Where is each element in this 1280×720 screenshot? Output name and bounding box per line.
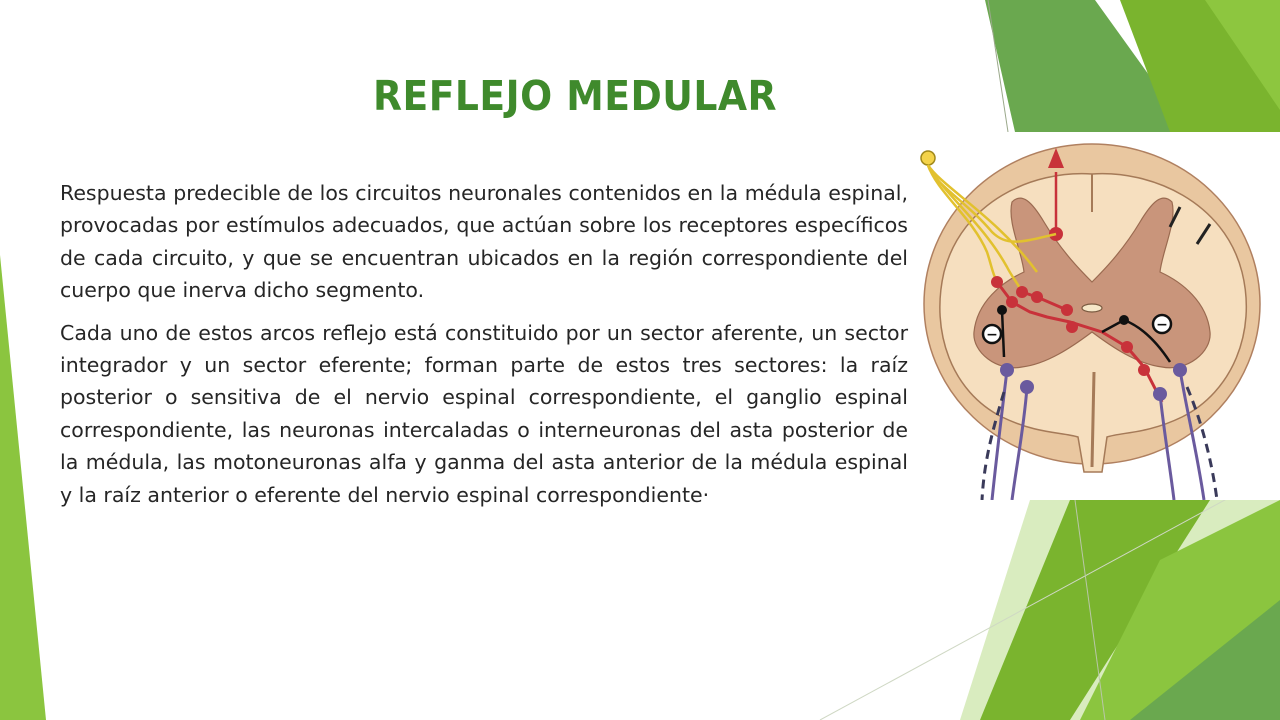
spinal-cord-svg [912,132,1280,500]
paragraph-2: Cada uno de estos arcos reflejo está constituido por un sector aferente, un sector integrador y un sector eferente; forman parte de estos tres sectores: la raíz posterior o sensitiva de el nervio espinal correspondiente, el ganglio espinal correspondiente, las neuronas intercaladas o interneuronas del asta posterior de la médula, las motoneuronas alfa y ganma del asta anterior de la médula espinal y la raíz anterior o eferente del nervio espinal correspondiente· [60,320,908,507]
interneuron-2 [1016,286,1028,298]
interneuron-4 [1006,296,1018,308]
interneuron-1 [991,276,1003,288]
interneuron-7 [1121,341,1133,353]
body-text [60,177,908,511]
interneuron-5 [1061,304,1073,316]
receptor-icon [921,151,935,165]
central-canal [1082,304,1102,312]
paragraph-1: Respuesta predecible de los circuitos neuronales contenidos en la médula espinal, provocadas por estímulos adecuados, que actúan sobre los receptores específicos de cada circuito, y que se encuentran ubicados en la región correspondiente del cuerpo que inerva dicho segmento. [60,181,908,303]
left-accent-shape [0,255,46,720]
interneuron-3 [1031,291,1043,303]
slide-title: REFLEJO MEDULAR [372,72,778,120]
anterior-fissure [1092,372,1094,467]
spinal-cord-figure [912,132,1280,500]
inhibitory-sign-right: − [1156,317,1168,333]
interneuron-8 [1138,364,1150,376]
interneuron-6 [1066,321,1078,333]
inhibitory-sign-left: − [986,327,998,343]
